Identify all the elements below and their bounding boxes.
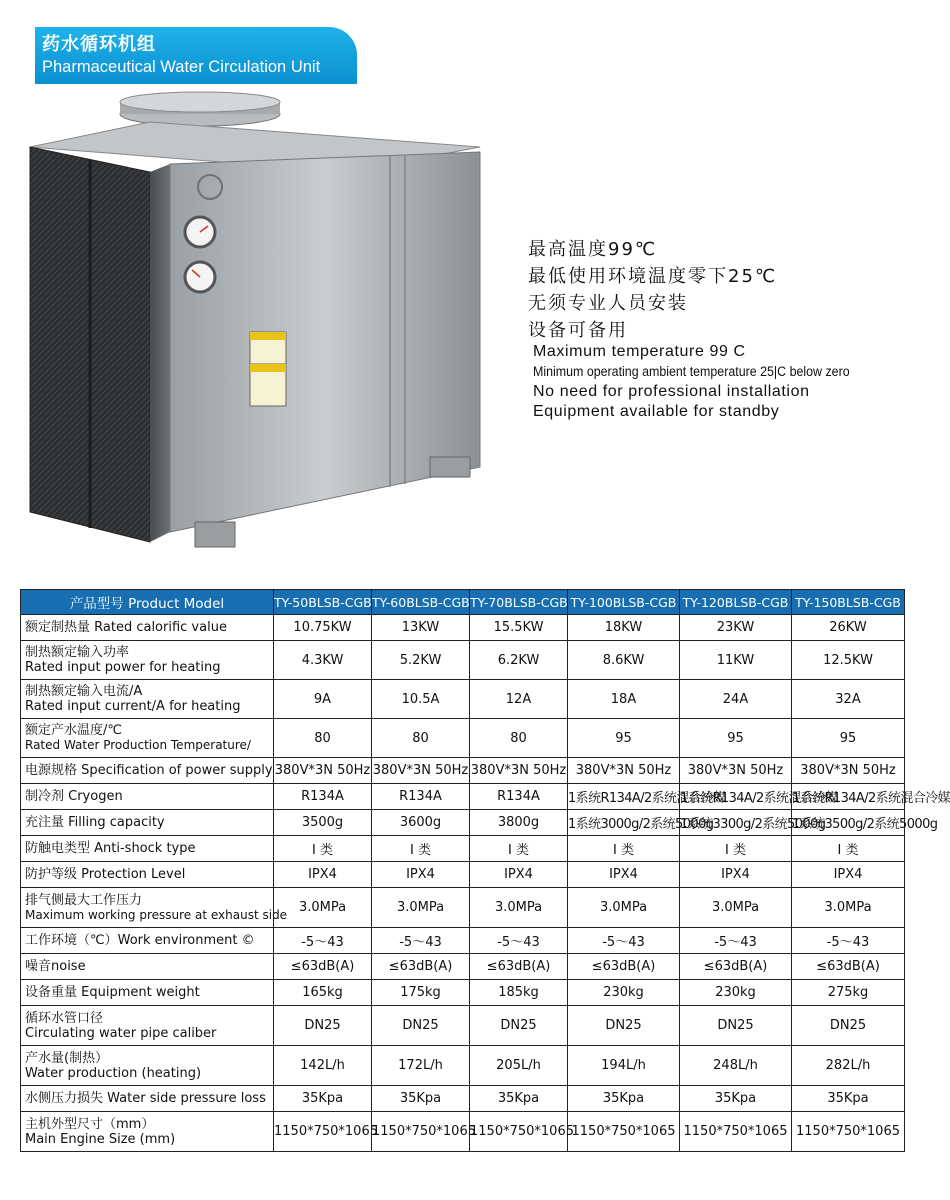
table-cell: 13KW xyxy=(372,615,470,641)
table-cell: IPX4 xyxy=(792,862,905,888)
table-cell: ≤63dB(A) xyxy=(792,954,905,980)
table-row xyxy=(21,1006,905,1046)
table-cell: 9A xyxy=(274,680,372,719)
row-label xyxy=(21,1112,274,1152)
table-cell: 1150*750*1065 xyxy=(274,1112,372,1152)
table-cell: -5～43 xyxy=(372,928,470,954)
row-label-line: 排气侧最大工作压力 xyxy=(25,892,143,908)
spec-table xyxy=(20,589,950,1152)
table-cell: 275kg xyxy=(792,980,905,1006)
table-cell: 35Kpa xyxy=(568,1086,680,1112)
table-row xyxy=(21,954,905,980)
table-cell: 1系统3000g/2系统5000g xyxy=(568,810,680,836)
table-cell: DN25 xyxy=(470,1006,568,1046)
row-label xyxy=(21,862,274,888)
feature-en-1: Maximum temperature 99 C xyxy=(533,343,746,360)
table-cell: -5～43 xyxy=(792,928,905,954)
table-cell: 12.5KW xyxy=(792,641,905,680)
row-label xyxy=(21,758,274,784)
feature-cn-4: 设备可备用 xyxy=(528,320,628,341)
row-label-line: 防触电类型 Anti-shock type xyxy=(25,841,196,856)
table-cell: -5～43 xyxy=(680,928,792,954)
table-cell: 1150*750*1065 xyxy=(372,1112,470,1152)
table-cell: I 类 xyxy=(568,836,680,862)
table-row xyxy=(21,680,905,719)
row-label xyxy=(21,680,274,719)
table-cell: IPX4 xyxy=(680,862,792,888)
feature-en-3: No need for professional installation xyxy=(533,383,810,400)
header-model: TY-50BLSB-CGB xyxy=(274,590,372,615)
table-cell: 35Kpa xyxy=(372,1086,470,1112)
feature-en-4: Equipment available for standby xyxy=(533,403,780,420)
table-cell: -5～43 xyxy=(568,928,680,954)
feature-cn-2: 最低使用环境温度零下25℃ xyxy=(528,266,778,287)
table-cell: 1系统3300g/2系统5000g xyxy=(680,810,792,836)
row-label-line: 充注量 Filling capacity xyxy=(25,815,165,830)
row-label xyxy=(21,810,274,836)
table-header-row xyxy=(21,590,905,615)
title-english: Pharmaceutical Water Circulation Unit xyxy=(42,58,321,76)
table-cell: 3.0MPa xyxy=(372,888,470,928)
table-cell: 172L/h xyxy=(372,1046,470,1086)
table-row xyxy=(21,1086,905,1112)
table-row xyxy=(21,615,905,641)
row-label xyxy=(21,980,274,1006)
table-cell: 248L/h xyxy=(680,1046,792,1086)
table-cell: 1系统R134A/2系统混合冷媒 xyxy=(568,784,680,810)
table-cell: 95 xyxy=(680,719,792,758)
table-cell: 11KW xyxy=(680,641,792,680)
table-cell: 1150*750*1065 xyxy=(470,1112,568,1152)
table-body xyxy=(21,615,950,1152)
table-cell: 380V*3N 50Hz xyxy=(568,758,680,784)
table-cell: DN25 xyxy=(274,1006,372,1046)
table-cell: 35Kpa xyxy=(274,1086,372,1112)
table-cell: 10.5A xyxy=(372,680,470,719)
table-cell: 3600g xyxy=(372,810,470,836)
row-label-line: 主机外型尺寸（mm） xyxy=(25,1116,155,1132)
header-product-model: 产品型号 Product Model xyxy=(21,590,274,615)
row-label-line: 水侧压力损失 Water side pressure loss xyxy=(25,1091,266,1106)
row-label xyxy=(21,641,274,680)
table-cell: I 类 xyxy=(680,836,792,862)
table-cell: 3.0MPa xyxy=(568,888,680,928)
table-cell: -5～43 xyxy=(470,928,568,954)
table-cell: 80 xyxy=(470,719,568,758)
table-cell: 5.2KW xyxy=(372,641,470,680)
table-cell: ≤63dB(A) xyxy=(470,954,568,980)
header-model: TY-120BLSB-CGB xyxy=(680,590,792,615)
table-row xyxy=(21,980,905,1006)
table-cell: 15.5KW xyxy=(470,615,568,641)
header-model: TY-70BLSB-CGB xyxy=(470,590,568,615)
heat-pump-unit-image xyxy=(20,92,500,562)
row-label xyxy=(21,1086,274,1112)
row-label-line: 噪音noise xyxy=(25,959,86,974)
row-label xyxy=(21,954,274,980)
table-cell: 165kg xyxy=(274,980,372,1006)
table-cell: 18A xyxy=(568,680,680,719)
table-cell: 23KW xyxy=(680,615,792,641)
table-cell: 35Kpa xyxy=(470,1086,568,1112)
table-cell: 26KW xyxy=(792,615,905,641)
row-label xyxy=(21,719,274,758)
table-cell: 1150*750*1065 xyxy=(792,1112,905,1152)
table-cell: 142L/h xyxy=(274,1046,372,1086)
table-cell: 32A xyxy=(792,680,905,719)
table-cell: 12A xyxy=(470,680,568,719)
table-cell: IPX4 xyxy=(568,862,680,888)
feature-cn-1: 最高温度99℃ xyxy=(528,239,658,260)
table-cell: 380V*3N 50Hz xyxy=(274,758,372,784)
table-cell: 1150*750*1065 xyxy=(680,1112,792,1152)
table-cell: I 类 xyxy=(470,836,568,862)
table-cell: 80 xyxy=(372,719,470,758)
table-cell: 95 xyxy=(792,719,905,758)
row-label-line: 制热额定输入功率 xyxy=(25,645,130,660)
table-row xyxy=(21,888,905,928)
features-chinese xyxy=(528,236,777,344)
table-cell: 380V*3N 50Hz xyxy=(792,758,905,784)
table-cell: 230kg xyxy=(568,980,680,1006)
table-cell: R134A xyxy=(274,784,372,810)
table-cell: 80 xyxy=(274,719,372,758)
row-label-line: 工作环境（℃）Work environment © xyxy=(25,933,255,948)
table-cell: IPX4 xyxy=(470,862,568,888)
row-label-line: 制冷剂 Cryogen xyxy=(25,789,123,804)
row-label-line: Water production (heating) xyxy=(25,1065,202,1081)
table-row xyxy=(21,784,905,810)
table-row xyxy=(21,719,905,758)
table-row xyxy=(21,1046,905,1086)
table-cell: 8.6KW xyxy=(568,641,680,680)
header-model: TY-60BLSB-CGB xyxy=(372,590,470,615)
row-label-line: 电源规格 Specification of power supply xyxy=(25,763,273,778)
table-row xyxy=(21,810,905,836)
row-label xyxy=(21,784,274,810)
row-label-line: Main Engine Size (mm) xyxy=(25,1131,176,1147)
table-cell: 3.0MPa xyxy=(470,888,568,928)
table-cell: 1系统R134A/2系统混合冷媒 xyxy=(680,784,792,810)
row-label-line: Rated input current/A for heating xyxy=(25,699,241,714)
table-cell: ≤63dB(A) xyxy=(680,954,792,980)
table-cell: 3.0MPa xyxy=(274,888,372,928)
table-cell: R134A xyxy=(470,784,568,810)
table-cell: 1系统R134A/2系统混合冷媒 xyxy=(792,784,905,810)
row-label xyxy=(21,615,274,641)
table-cell: DN25 xyxy=(792,1006,905,1046)
table-cell: 1150*750*1065 xyxy=(568,1112,680,1152)
row-label xyxy=(21,1006,274,1046)
row-label-line: Maximum working pressure at exhaust side xyxy=(25,907,288,922)
table-cell: R134A xyxy=(372,784,470,810)
table-cell: 3500g xyxy=(274,810,372,836)
row-label xyxy=(21,836,274,862)
table-cell: 175kg xyxy=(372,980,470,1006)
table-cell: 380V*3N 50Hz xyxy=(680,758,792,784)
table-cell: 3.0MPa xyxy=(680,888,792,928)
header-model: TY-150BLSB-CGB xyxy=(792,590,905,615)
row-label-line: Circulating water pipe caliber xyxy=(25,1025,217,1041)
table-cell: 230kg xyxy=(680,980,792,1006)
feature-cn-3: 无须专业人员安装 xyxy=(528,293,688,314)
row-label-line: 产水量(制热） xyxy=(25,1050,109,1066)
table-cell: 282L/h xyxy=(792,1046,905,1086)
table-cell: DN25 xyxy=(680,1006,792,1046)
row-label-line: 额定产水温度/℃ xyxy=(25,723,122,738)
features-english xyxy=(533,342,877,422)
row-label-line: 设备重量 Equipment weight xyxy=(25,985,200,1000)
table-row xyxy=(21,862,905,888)
table-cell: 185kg xyxy=(470,980,568,1006)
table-cell: 194L/h xyxy=(568,1046,680,1086)
table-row xyxy=(21,641,905,680)
table-row xyxy=(21,928,905,954)
table-cell: 380V*3N 50Hz xyxy=(372,758,470,784)
row-label-line: Rated input power for heating xyxy=(25,660,221,675)
row-label-line: 循环水管口径 xyxy=(25,1010,104,1026)
row-label-line: 额定制热量 Rated calorific value xyxy=(25,620,227,635)
table-cell: 35Kpa xyxy=(680,1086,792,1112)
table-cell: IPX4 xyxy=(274,862,372,888)
table-row xyxy=(21,836,905,862)
table-cell: ≤63dB(A) xyxy=(372,954,470,980)
table-cell: 3800g xyxy=(470,810,568,836)
table-row xyxy=(21,1112,905,1152)
row-label xyxy=(21,1046,274,1086)
table-cell: I 类 xyxy=(792,836,905,862)
table-cell: ≤63dB(A) xyxy=(568,954,680,980)
row-label xyxy=(21,888,288,928)
table-cell: 95 xyxy=(568,719,680,758)
table-cell: 18KW xyxy=(568,615,680,641)
table-cell: I 类 xyxy=(274,836,372,862)
table-cell: I 类 xyxy=(372,836,470,862)
title-chinese: 药水循环机组 xyxy=(42,34,156,55)
table-cell: 10.75KW xyxy=(274,615,372,641)
table-cell: 205L/h xyxy=(470,1046,568,1086)
row-label xyxy=(21,928,274,954)
table-cell: 1系统3500g/2系统5000g xyxy=(792,810,905,836)
table-cell: 6.2KW xyxy=(470,641,568,680)
row-label-line: Rated Water Production Temperature/ xyxy=(25,738,251,752)
row-label-line: 防护等级 Protection Level xyxy=(25,867,186,882)
table-cell: 3.0MPa xyxy=(792,888,905,928)
row-label-line: 制热额定输入电流/A xyxy=(25,684,143,699)
table-cell: 35Kpa xyxy=(792,1086,905,1112)
table-cell: ≤63dB(A) xyxy=(274,954,372,980)
table-cell: 24A xyxy=(680,680,792,719)
table-cell: IPX4 xyxy=(372,862,470,888)
table-cell: 380V*3N 50Hz xyxy=(470,758,568,784)
header-model: TY-100BLSB-CGB xyxy=(568,590,680,615)
table-cell: DN25 xyxy=(372,1006,470,1046)
table-row xyxy=(21,758,905,784)
table-cell: 4.3KW xyxy=(274,641,372,680)
table-cell: DN25 xyxy=(568,1006,680,1046)
table-cell: -5～43 xyxy=(274,928,372,954)
feature-en-2: Minimum operating ambient temperature 25|C below zero xyxy=(533,364,850,379)
